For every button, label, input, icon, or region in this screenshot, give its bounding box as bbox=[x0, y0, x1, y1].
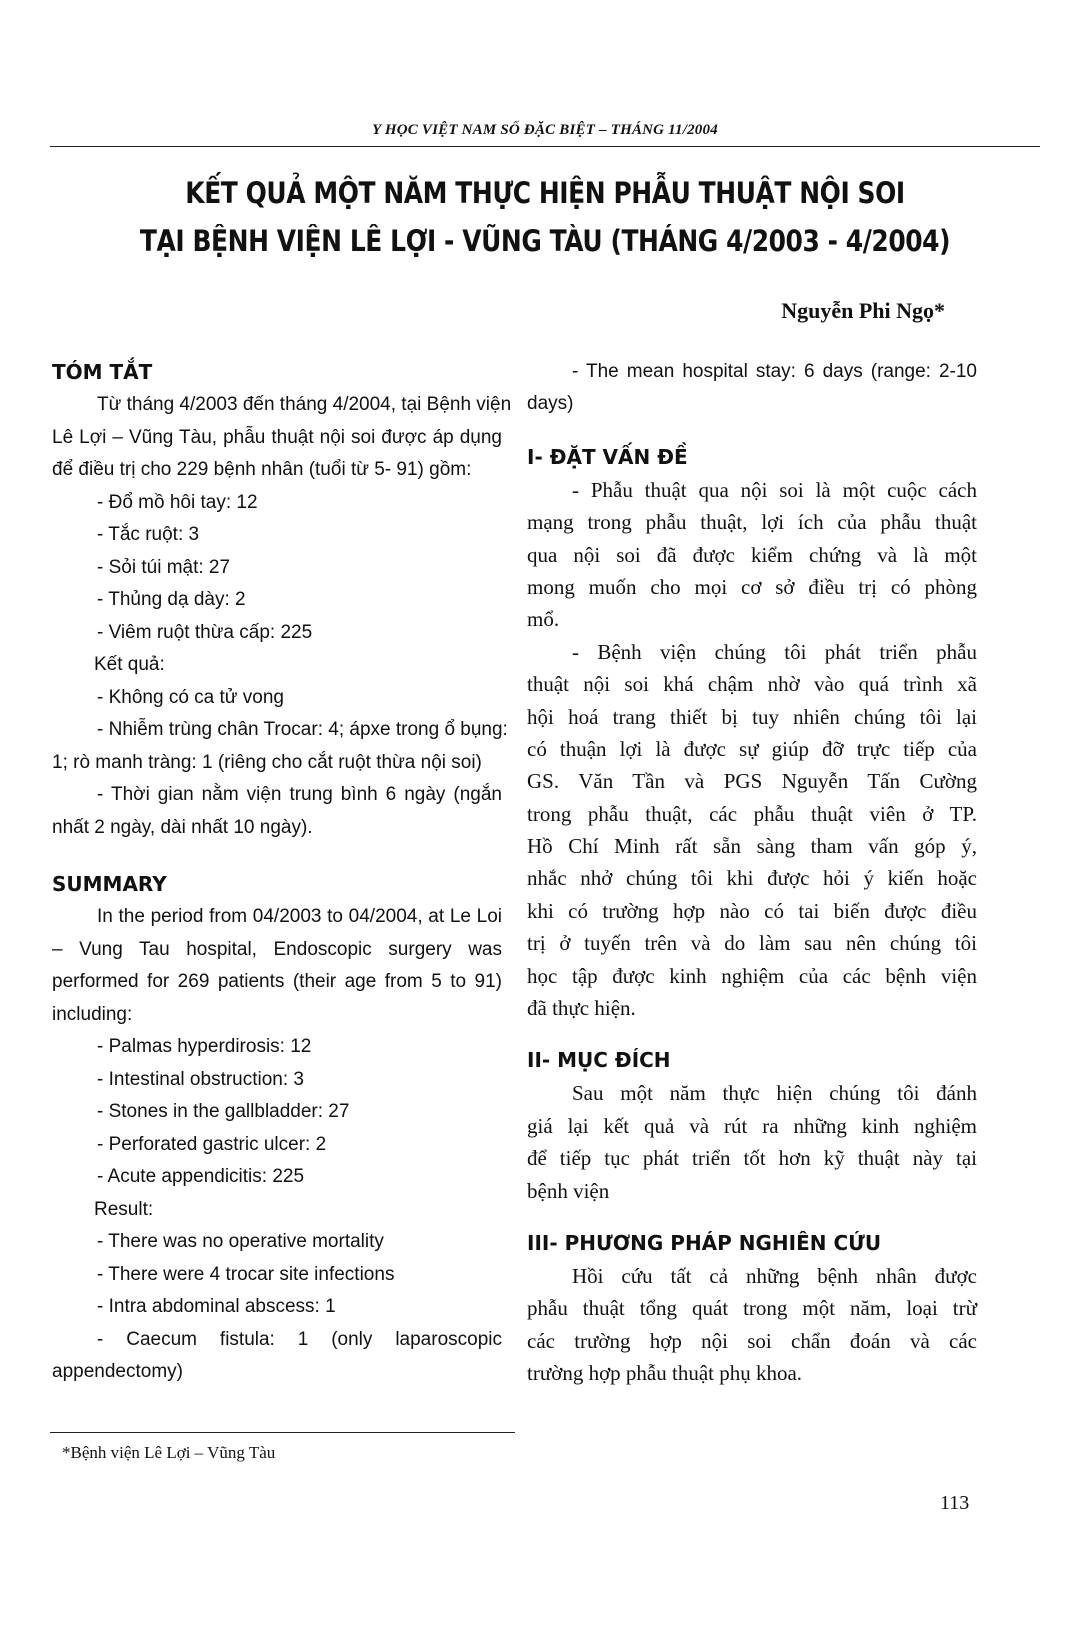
summary-item: - Caecum fistula: 1 (only laparoscopic bbox=[97, 1328, 502, 1350]
section-1-line: đã thực hiện. bbox=[527, 996, 636, 1021]
summary-item: - Perforated gastric ulcer: 2 bbox=[97, 1133, 327, 1155]
intro-line: - The mean hospital stay: 6 days (range: 2-10 bbox=[572, 361, 977, 382]
summary-item: - Intra abdominal abscess: 1 bbox=[97, 1296, 336, 1317]
section-1-line: học tập được kinh nghiệm của các bệnh viện bbox=[527, 963, 977, 988]
summary-line: including: bbox=[52, 1003, 133, 1025]
section-1-line: mổ. bbox=[527, 607, 560, 632]
section-1-heading: I- ĐẶT VẤN ĐỀ bbox=[527, 444, 688, 469]
section-2-line: Sau một năm thực hiện chúng tôi đánh bbox=[572, 1081, 977, 1106]
abstract-vi-line: Từ tháng 4/2003 đến tháng 4/2004, tại Bệnh viện bbox=[97, 394, 512, 415]
section-1-line: GS. Văn Tần và PGS Nguyễn Tấn Cường bbox=[527, 769, 977, 794]
section-3-line: trường hợp phẫu thuật phụ khoa. bbox=[527, 1361, 803, 1386]
abstract-vi-line: 1; rò manh tràng: 1 (riêng cho cắt ruột thừa nội soi) bbox=[52, 751, 482, 773]
summary-item: - Acute appendicitis: 225 bbox=[97, 1166, 305, 1187]
section-1-line: trị ở tuyến trên và do làm sau nên chúng tôi bbox=[527, 931, 977, 956]
article-title-line1: KẾT QUẢ MỘT NĂM THỰC HIỆN PHẪU THUẬT NỘI SOI bbox=[185, 176, 905, 210]
summary-item: - Intestinal obstruction: 3 bbox=[97, 1068, 304, 1090]
abstract-vi-item: - Sỏi túi mật: 27 bbox=[97, 556, 231, 578]
section-2-line: giá lại kết quả và rút ra những kinh nghiệm bbox=[527, 1113, 977, 1138]
abstract-vi-item: - Không có ca tử vong bbox=[97, 686, 284, 708]
abstract-vi-item: - Viêm ruột thừa cấp: 225 bbox=[97, 621, 313, 643]
abstract-vi-heading: TÓM TẮT bbox=[52, 360, 153, 384]
section-1-line: Hồ Chí Minh rất sẵn sàng tham vấn góp ý, bbox=[527, 834, 977, 859]
abstract-vi-item: - Tắc ruột: 3 bbox=[97, 524, 200, 545]
summary-result-label: Result: bbox=[94, 1198, 154, 1220]
section-1-line: trong phẫu thuật, các phẫu thuật viên ở TP. bbox=[527, 801, 977, 826]
left-column bbox=[52, 356, 512, 1389]
section-1-line: khi có trường hợp nào có tai biến được điều bbox=[527, 898, 977, 923]
journal-header: Y HỌC VIỆT NAM SỐ ĐẶC BIỆT – THÁNG 11/2004 bbox=[372, 122, 718, 138]
author: Nguyễn Phi Ngọ* bbox=[781, 298, 945, 323]
footnote-rule bbox=[50, 1432, 515, 1433]
summary-item: - Palmas hyperdirosis: 12 bbox=[97, 1036, 312, 1057]
summary-item: - There was no operative mortality bbox=[97, 1231, 384, 1252]
summary-line: – Vung Tau hospital, Endoscopic surgery was bbox=[52, 938, 502, 960]
section-2-heading: II- MỤC ĐÍCH bbox=[527, 1048, 671, 1073]
section-3-line: phẫu thuật tổng quát trong một năm, loại trừ bbox=[527, 1296, 977, 1321]
section-1-line: mạng trong phẫu thuật, lợi ích của phẫu thuật bbox=[527, 510, 977, 535]
summary-item: - There were 4 trocar site infections bbox=[97, 1263, 395, 1285]
section-3-heading: III- PHƯƠNG PHÁP NGHIÊN CỨU bbox=[527, 1230, 882, 1255]
header-rule bbox=[50, 146, 1040, 147]
abstract-vi-line: Lê Lợi – Vũng Tàu, phẫu thuật nội soi được áp dụng bbox=[52, 426, 502, 448]
section-1-line: - Bệnh viện chúng tôi phát triển phẫu bbox=[572, 639, 977, 664]
abstract-vi-item: - Đổ mồ hôi tay: 12 bbox=[97, 491, 258, 513]
section-1-line: qua nội soi đã được kiểm chứng và là một bbox=[527, 542, 977, 567]
article-title-line2: TẠI BỆNH VIỆN LÊ LỢI - VŨNG TÀU (THÁNG 4/2003 - 4/2004) bbox=[139, 224, 951, 258]
section-1-line: hội hoá trang thiết bị tuy nhiên chúng tôi lại bbox=[527, 704, 977, 729]
right-column bbox=[527, 356, 977, 1390]
abstract-vi-line: để điều trị cho 229 bệnh nhân (tuổi từ 5- 91) gồm: bbox=[52, 459, 472, 480]
abstract-vi-item: - Thủng dạ dày: 2 bbox=[97, 589, 246, 610]
summary-line: In the period from 04/2003 to 04/2004, at Le Loi bbox=[97, 906, 502, 927]
section-1-line: nhắc nhở chúng tôi khi được hỏi ý kiến hoặc bbox=[527, 866, 977, 891]
section-3-line: các trường hợp nội soi chẩn đoán và các bbox=[527, 1328, 977, 1353]
summary-line: performed for 269 patients (their age from 5 to 91) bbox=[52, 971, 502, 992]
abstract-vi-line: nhất 2 ngày, dài nhất 10 ngày). bbox=[52, 816, 313, 838]
section-2-line: để tiếp tục phát triển tốt hơn kỹ thuật này tại bbox=[527, 1146, 977, 1171]
summary-line: appendectomy) bbox=[52, 1361, 183, 1382]
section-1-line: thuật nội soi khá chậm nhờ vào quá trình xã bbox=[527, 672, 977, 697]
summary-heading: SUMMARY bbox=[52, 872, 167, 896]
footnote: *Bệnh viện Lê Lợi – Vũng Tàu bbox=[62, 1443, 276, 1462]
summary-item: - Stones in the gallbladder: 27 bbox=[97, 1101, 350, 1122]
section-2-line: bệnh viện bbox=[527, 1178, 610, 1203]
section-1-line: - Phẫu thuật qua nội soi là một cuộc cách bbox=[572, 477, 977, 502]
section-1-line: có thuận lợi là được sự giúp đỡ trực tiếp của bbox=[527, 736, 977, 761]
abstract-vi-result-label: Kết quả: bbox=[94, 654, 165, 675]
section-3-line: Hồi cứu tất cả những bệnh nhân được bbox=[572, 1263, 977, 1288]
abstract-vi-item: - Nhiễm trùng chân Trocar: 4; ápxe trong ổ bụng: bbox=[97, 719, 508, 740]
section-1-line: mong muốn cho mọi cơ sở điều trị có phòng bbox=[527, 574, 977, 599]
page-number: 113 bbox=[940, 1492, 970, 1514]
abstract-vi-item: - Thời gian nằm viện trung bình 6 ngày (ngắn bbox=[97, 784, 502, 805]
intro-line: days) bbox=[527, 393, 574, 415]
